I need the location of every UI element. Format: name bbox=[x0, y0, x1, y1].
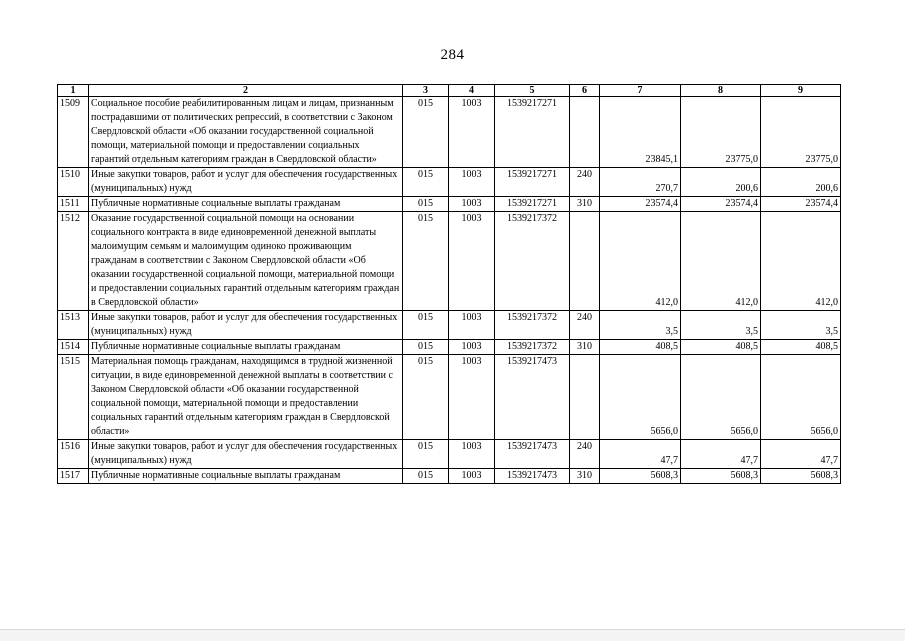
header-col-5: 5 bbox=[495, 85, 570, 97]
row-description: Материальная помощь гражданам, находящимся в трудной жизненной ситуации, в виде единовременной денежной выплаты в соответствии с Законом Свердловской области «Об оказании государственной социальной помощи, материальной помощи и предоставлении социальных гарантий отдельным категориям граждан в Свердловской области» bbox=[89, 355, 403, 440]
row-col-4: 1003 bbox=[449, 197, 495, 212]
header-col-2: 2 bbox=[89, 85, 403, 97]
row-col-4: 1003 bbox=[449, 440, 495, 469]
header-col-4: 4 bbox=[449, 85, 495, 97]
scan-bottom-edge bbox=[0, 629, 905, 641]
row-col-9: 47,7 bbox=[761, 440, 841, 469]
row-col-4: 1003 bbox=[449, 469, 495, 484]
row-col-6 bbox=[570, 212, 600, 311]
row-col-5: 1539217271 bbox=[495, 197, 570, 212]
row-col-9: 5656,0 bbox=[761, 355, 841, 440]
row-description: Публичные нормативные социальные выплаты гражданам bbox=[89, 197, 403, 212]
row-col-3: 015 bbox=[403, 97, 449, 168]
row-col-8: 5608,3 bbox=[681, 469, 761, 484]
row-col-9: 3,5 bbox=[761, 311, 841, 340]
row-code: 1512 bbox=[58, 212, 89, 311]
header-col-3: 3 bbox=[403, 85, 449, 97]
row-col-7: 3,5 bbox=[600, 311, 681, 340]
row-col-5: 1539217271 bbox=[495, 168, 570, 197]
row-col-3: 015 bbox=[403, 440, 449, 469]
row-col-7: 408,5 bbox=[600, 340, 681, 355]
row-col-5: 1539217372 bbox=[495, 212, 570, 311]
row-col-5: 1539217473 bbox=[495, 469, 570, 484]
row-col-5: 1539217473 bbox=[495, 355, 570, 440]
row-code: 1509 bbox=[58, 97, 89, 168]
row-description: Публичные нормативные социальные выплаты гражданам bbox=[89, 469, 403, 484]
header-row bbox=[58, 85, 841, 97]
row-col-3: 015 bbox=[403, 168, 449, 197]
table-row bbox=[58, 355, 841, 440]
header-col-7: 7 bbox=[600, 85, 681, 97]
row-col-6: 240 bbox=[570, 440, 600, 469]
row-col-4: 1003 bbox=[449, 340, 495, 355]
table-row bbox=[58, 168, 841, 197]
row-code: 1514 bbox=[58, 340, 89, 355]
budget-table bbox=[57, 84, 841, 484]
row-col-6 bbox=[570, 355, 600, 440]
row-col-8: 408,5 bbox=[681, 340, 761, 355]
row-col-3: 015 bbox=[403, 355, 449, 440]
row-col-3: 015 bbox=[403, 469, 449, 484]
table-row bbox=[58, 212, 841, 311]
row-col-9: 200,6 bbox=[761, 168, 841, 197]
row-col-8: 23775,0 bbox=[681, 97, 761, 168]
row-col-5: 1539217372 bbox=[495, 340, 570, 355]
row-col-7: 5608,3 bbox=[600, 469, 681, 484]
row-description: Социальное пособие реабилитированным лицам и лицам, признанным пострадавшими от политических репрессий, в соответствии с Законом Свердловской области «Об оказании государственной социальной помощи, материальной помощи и предоставлении социальных гарантий отдельным категориям граждан в Свердловской области» bbox=[89, 97, 403, 168]
row-code: 1510 bbox=[58, 168, 89, 197]
header-col-1: 1 bbox=[58, 85, 89, 97]
header-col-8: 8 bbox=[681, 85, 761, 97]
header-col-9: 9 bbox=[761, 85, 841, 97]
row-col-8: 47,7 bbox=[681, 440, 761, 469]
row-col-8: 3,5 bbox=[681, 311, 761, 340]
row-code: 1517 bbox=[58, 469, 89, 484]
row-col-4: 1003 bbox=[449, 97, 495, 168]
page-number: 284 bbox=[440, 47, 465, 63]
row-col-9: 412,0 bbox=[761, 212, 841, 311]
row-code: 1511 bbox=[58, 197, 89, 212]
row-col-6: 310 bbox=[570, 197, 600, 212]
row-col-6: 240 bbox=[570, 168, 600, 197]
row-col-4: 1003 bbox=[449, 212, 495, 311]
row-col-8: 23574,4 bbox=[681, 197, 761, 212]
table-row bbox=[58, 97, 841, 168]
row-col-6: 310 bbox=[570, 340, 600, 355]
table-row bbox=[58, 340, 841, 355]
row-col-7: 412,0 bbox=[600, 212, 681, 311]
row-col-4: 1003 bbox=[449, 311, 495, 340]
row-description: Публичные нормативные социальные выплаты гражданам bbox=[89, 340, 403, 355]
row-code: 1515 bbox=[58, 355, 89, 440]
row-col-7: 5656,0 bbox=[600, 355, 681, 440]
header-col-6: 6 bbox=[570, 85, 600, 97]
row-col-3: 015 bbox=[403, 197, 449, 212]
table-row bbox=[58, 440, 841, 469]
row-col-3: 015 bbox=[403, 311, 449, 340]
row-col-9: 23574,4 bbox=[761, 197, 841, 212]
row-col-7: 23574,4 bbox=[600, 197, 681, 212]
row-col-5: 1539217372 bbox=[495, 311, 570, 340]
row-col-4: 1003 bbox=[449, 355, 495, 440]
row-col-6: 310 bbox=[570, 469, 600, 484]
row-col-4: 1003 bbox=[449, 168, 495, 197]
row-col-9: 408,5 bbox=[761, 340, 841, 355]
row-col-6: 240 bbox=[570, 311, 600, 340]
row-col-5: 1539217271 bbox=[495, 97, 570, 168]
row-description: Иные закупки товаров, работ и услуг для обеспечения государственных (муниципальных) нужд bbox=[89, 311, 403, 340]
row-col-7: 23845,1 bbox=[600, 97, 681, 168]
row-col-9: 23775,0 bbox=[761, 97, 841, 168]
row-col-6 bbox=[570, 97, 600, 168]
row-code: 1516 bbox=[58, 440, 89, 469]
row-col-5: 1539217473 bbox=[495, 440, 570, 469]
row-col-9: 5608,3 bbox=[761, 469, 841, 484]
row-col-8: 412,0 bbox=[681, 212, 761, 311]
table-row bbox=[58, 197, 841, 212]
row-col-8: 200,6 bbox=[681, 168, 761, 197]
row-code: 1513 bbox=[58, 311, 89, 340]
row-col-7: 270,7 bbox=[600, 168, 681, 197]
row-col-3: 015 bbox=[403, 340, 449, 355]
row-description: Оказание государственной социальной помощи на основании социального контракта в виде единовременной денежной выплаты малоимущим семьям и малоимущим одиноко проживающим гражданам в соответствии с Законом Свердловской области «Об оказании государственной социальной помощи, материальной помощи и предоставлении социальных гарантий отдельным категориям граждан в Свердловской области» bbox=[89, 212, 403, 311]
table-row bbox=[58, 311, 841, 340]
row-description: Иные закупки товаров, работ и услуг для обеспечения государственных (муниципальных) нужд bbox=[89, 168, 403, 197]
row-col-3: 015 bbox=[403, 212, 449, 311]
row-col-8: 5656,0 bbox=[681, 355, 761, 440]
table-row bbox=[58, 469, 841, 484]
row-description: Иные закупки товаров, работ и услуг для обеспечения государственных (муниципальных) нужд bbox=[89, 440, 403, 469]
row-col-7: 47,7 bbox=[600, 440, 681, 469]
